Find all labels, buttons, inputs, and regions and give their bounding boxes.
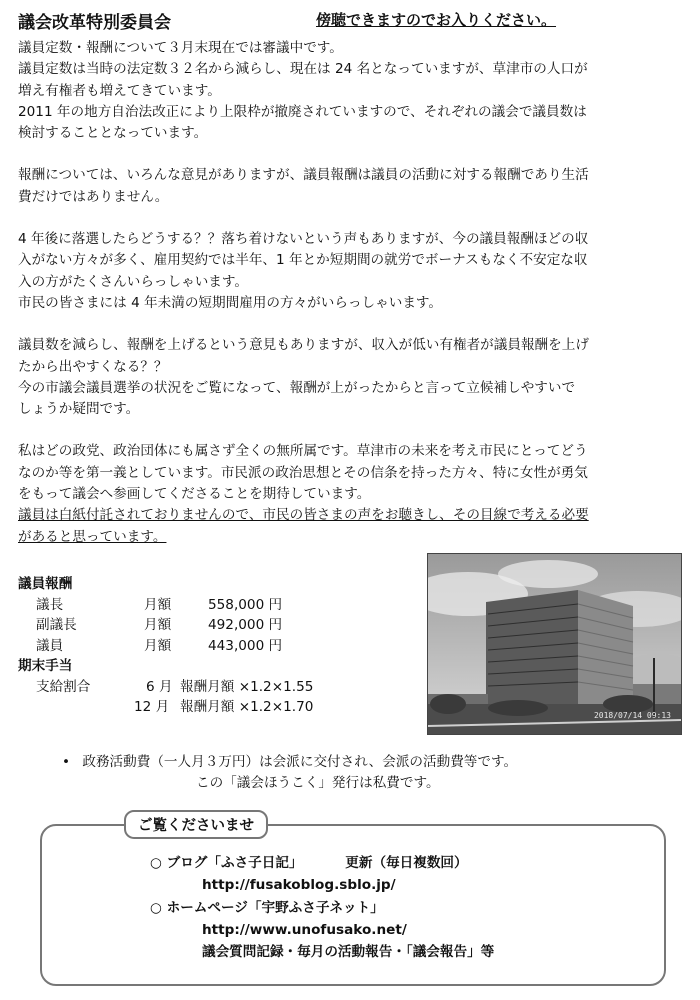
salary-row <box>18 595 418 616</box>
paragraph-line: 議員定数は当時の法定数３２名から減らし、現在は 24 名となっていますが、草津市の人口が <box>18 61 588 78</box>
paragraph-line: しょうか疑問です。 <box>18 401 140 418</box>
underlined-line: があると思っています。 <box>18 528 167 545</box>
circle-mark: ○ <box>150 899 162 916</box>
paragraph-line: 費だけではありません。 <box>18 188 169 205</box>
paragraph-line: 入の方がたくさんいらっしゃいます。 <box>18 273 249 290</box>
salary-unit: 月額 <box>144 617 172 633</box>
paragraph-gap <box>18 144 684 165</box>
links-box-label: ご覧くださいませ <box>124 810 268 839</box>
notes-block <box>62 752 517 773</box>
photo-timestamp: 2018/07/14 09:13 <box>593 711 671 720</box>
paragraph-line: 議員数を減らし、報酬を上げるという意見もありますが、収入が低い有権者が議員報酬を上げ <box>18 337 589 354</box>
bonus-formula: 報酬月額 ×1.2×1.55 <box>180 678 314 695</box>
salary-row <box>18 615 418 636</box>
salary-unit: 月額 <box>144 596 172 613</box>
salary-heading-row <box>18 574 418 595</box>
paragraph-gap <box>18 208 684 229</box>
bonus-month: 6 月 <box>146 678 173 695</box>
bonus-row <box>18 677 418 698</box>
circle-mark: ○ <box>150 855 162 871</box>
note-line: 政務活動費（一人月３万円）は会派に交付され、会派の活動費等です。 <box>82 754 518 770</box>
blog-label: ブログ「ふさ子日記」 <box>166 855 303 871</box>
bullet-mark: • <box>62 754 71 770</box>
blog-update-note: 更新（毎日複数回） <box>345 855 468 871</box>
salary-amount: 558,000 円 <box>208 596 283 613</box>
salary-amount: 492,000 円 <box>208 617 283 633</box>
city-hall-photo <box>427 553 682 735</box>
paragraph-line: 今の市議会議員選挙の状況をご覧になって、報酬が上がったからと言って立候補しやすいで <box>18 379 576 396</box>
article-body <box>18 38 684 548</box>
paragraph-line: 2011 年の地方自治法改正により上限枠が撤廃されていますので、それぞれの議会で議員数は <box>18 103 587 120</box>
paragraph-line: 検討することとなっています。 <box>18 125 208 142</box>
paragraph-line: 入がない方々が多く、雇用契約では半年、1 年とか短期間の就労でボーナスもなく不安定な収 <box>18 252 588 269</box>
salary-row <box>18 636 418 657</box>
paragraph-gap <box>18 420 684 441</box>
homepage-url-link[interactable]: http://www.unofusako.net/ <box>202 921 407 938</box>
paragraph-line: 私はどの政党、政治団体にも属さず全くの無所属です。草津市の未来を考え市民にとってどう <box>18 443 588 460</box>
homepage-description: 議会質問記録・毎月の活動報告・「議会報告」等 <box>202 944 495 961</box>
blog-row <box>150 852 494 874</box>
bonus-heading: 期末手当 <box>18 658 73 674</box>
paragraph-line: 4 年後に落選したらどうする？？落ち着けないという声もありますが、今の議員報酬ほどの収 <box>18 231 589 248</box>
paragraph-line: 増え有権者も増えてきています。 <box>18 82 221 99</box>
homepage-label: ホームページ「宇野ふさ子ネット」 <box>166 899 384 916</box>
bonus-month: 12 月 <box>134 699 170 715</box>
links-box-content <box>150 852 494 963</box>
salary-unit: 月額 <box>144 637 172 654</box>
underlined-line: 議員は白紙付託されておりませんので、市民の皆さまの声をお聴きし、その目線で考える必要 <box>18 507 589 524</box>
bonus-heading-row <box>18 656 418 677</box>
salary-role: 副議長 <box>36 617 77 633</box>
paragraph-line: をもって議会へ参画してくださることを期待しています。 <box>18 486 371 503</box>
paragraph-line: 報酬については、いろんな意見がありますが、議員報酬は議員の活動に対する報酬であり生活 <box>18 167 589 184</box>
page-title: 議会改革特別委員会 <box>18 13 171 33</box>
paragraph-line: たから出やすくなる？？ <box>18 358 168 375</box>
salary-table <box>18 574 418 718</box>
bonus-label: 支給割合 <box>36 678 91 695</box>
bonus-row <box>18 697 418 718</box>
paragraph-line: なのか等を第一義としています。市民派の政治思想とその信条を持った方々、特に女性が勇気 <box>18 464 588 481</box>
homepage-row <box>150 897 494 919</box>
salary-role: 議員 <box>36 637 64 654</box>
paragraph-line: 議員定数・報酬について３月末現在では審議中です。 <box>18 40 343 56</box>
salary-role: 議長 <box>36 596 64 613</box>
blog-url-link[interactable]: http://fusakoblog.sblo.jp/ <box>202 877 396 894</box>
salary-heading: 議員報酬 <box>18 576 73 592</box>
bonus-formula: 報酬月額 ×1.2×1.70 <box>180 699 314 715</box>
city-hall-illustration <box>428 554 681 734</box>
attendance-notice: 傍聴できますのでお入りください。 <box>316 11 557 29</box>
paragraph-gap <box>18 314 684 335</box>
salary-amount: 443,000 円 <box>208 637 283 654</box>
note-line-2: この「議会ほうこく」発行は私費です。 <box>196 775 440 791</box>
paragraph-line: 市民の皆さまには 4 年未満の短期間雇用の方々がいらっしゃいます。 <box>18 294 443 311</box>
page-header <box>18 8 682 32</box>
